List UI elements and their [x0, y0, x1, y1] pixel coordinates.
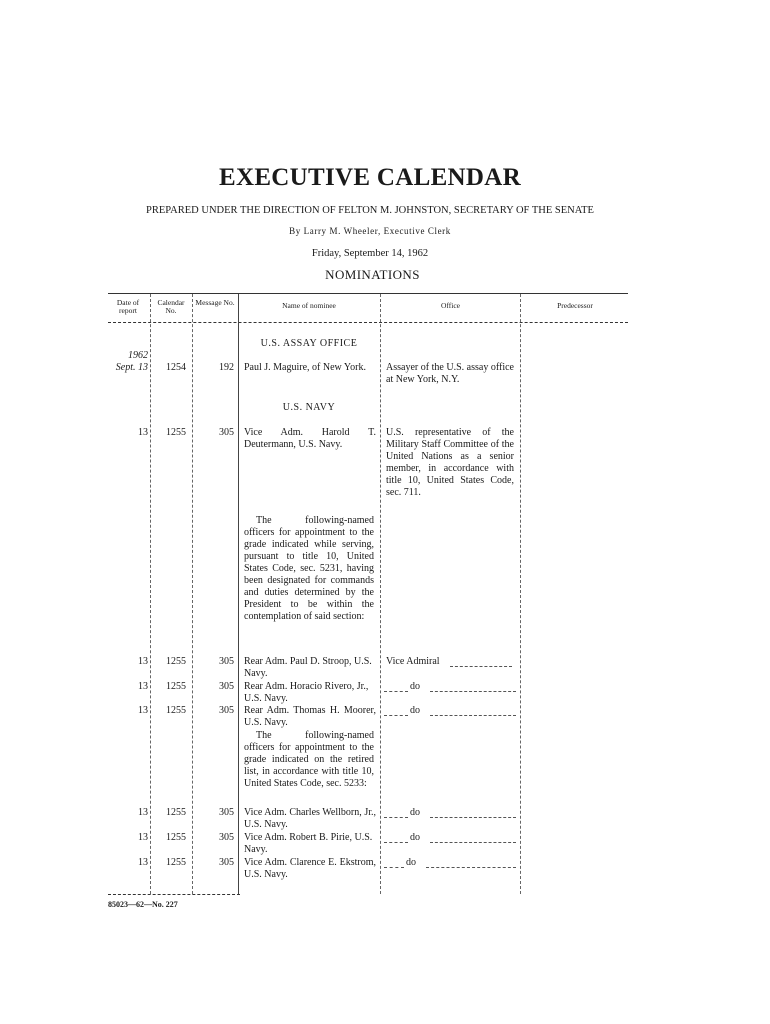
- date-cell: 13: [138, 427, 148, 438]
- office-cell: Assayer of the U.S. assay office at New York, N.Y.: [386, 362, 514, 385]
- nominee-cell: Vice Adm. Clarence E. Ekstrom, U.S. Navy.: [244, 857, 376, 880]
- message-cell: 305: [219, 705, 234, 716]
- message-cell: 305: [219, 832, 234, 843]
- leader-dots: [384, 817, 408, 818]
- column-header-date: Date of report: [116, 298, 140, 315]
- column-header-name: Name of nominee: [282, 301, 336, 310]
- date-cell: 13: [138, 656, 148, 667]
- date-cell: 1962 Sept. 13: [115, 350, 148, 373]
- office-cell: do: [410, 807, 420, 818]
- date-cell: 13: [138, 681, 148, 692]
- prepared-by-line: PREPARED UNDER THE DIRECTION OF FELTON M. JOHNSTON, SECRETARY OF THE SENATE: [146, 205, 594, 216]
- nominee-cell: Rear Adm. Thomas H. Moorer, U.S. Navy.: [244, 705, 376, 728]
- message-cell: 192: [219, 362, 234, 373]
- message-cell: 305: [219, 656, 234, 667]
- column-rule: [150, 294, 151, 894]
- nominee-cell: Vice Adm. Robert B. Pirie, U.S. Navy.: [244, 832, 373, 855]
- calendar-title: EXECUTIVE CALENDAR: [219, 164, 521, 191]
- column-rule: [380, 294, 381, 894]
- table-top-rule: [108, 293, 628, 294]
- table-header-rule: [108, 322, 628, 323]
- calendar-cell: 1255: [166, 832, 186, 843]
- office-cell: do: [406, 857, 416, 868]
- section-navy: U.S. NAVY: [282, 402, 336, 413]
- office-cell: U.S. representative of the Military Staff Committee of the United Nations as a senior member, in accordance with title 10, United States Code, sec. 711.: [386, 427, 514, 498]
- leader-dots: [450, 666, 512, 667]
- office-cell: do: [410, 681, 420, 692]
- leader-dots: [430, 715, 516, 716]
- date-cell: 13: [138, 857, 148, 868]
- calendar-cell: 1255: [166, 656, 186, 667]
- calendar-cell: 1255: [166, 705, 186, 716]
- column-header-message: Message No.: [195, 298, 235, 307]
- appointment-note: The following-named officers for appointment to the grade indicated while serving, pursuant to title 10, United States Code, sec. 5231, having been designated for commands and duties determined by the President to be within the contemplation of said section:: [244, 515, 374, 622]
- retired-list-note: The following-named officers for appointment to the grade indicated on the retired list, in accordance with title 10, United States Code, sec. 5233:: [244, 730, 374, 789]
- leader-dots: [426, 867, 516, 868]
- clerk-line: By Larry M. Wheeler, Executive Clerk: [289, 226, 451, 236]
- leader-dots: [384, 842, 408, 843]
- leader-dots: [384, 715, 408, 716]
- leader-dots: [430, 817, 516, 818]
- message-cell: 305: [219, 427, 234, 438]
- column-header-office: Office: [440, 301, 461, 310]
- nominee-cell: Vice Adm. Charles Wellborn, Jr., U.S. Navy.: [244, 807, 376, 830]
- nominee-cell: Paul J. Maguire, of New York.: [244, 362, 366, 373]
- date-cell: 13: [138, 832, 148, 843]
- message-cell: 305: [219, 807, 234, 818]
- calendar-cell: 1255: [166, 807, 186, 818]
- leader-dots: [430, 691, 516, 692]
- print-code-footer: 85023—62—No. 227: [108, 900, 178, 909]
- leader-dots: [384, 691, 408, 692]
- date-cell: 13: [138, 807, 148, 818]
- calendar-cell: 1254: [166, 362, 186, 373]
- nominee-cell: Rear Adm. Paul D. Stroop, U.S. Navy.: [244, 656, 372, 679]
- calendar-cell: 1255: [166, 427, 186, 438]
- section-heading: NOMINATIONS: [325, 267, 420, 282]
- column-rule: [520, 294, 521, 894]
- office-cell: do: [410, 705, 420, 716]
- column-rule: [192, 294, 193, 894]
- calendar-date: Friday, September 14, 1962: [311, 248, 429, 259]
- date-cell: 13: [138, 705, 148, 716]
- calendar-cell: 1255: [166, 857, 186, 868]
- table-bottom-rule: [108, 894, 240, 895]
- office-cell: do: [410, 832, 420, 843]
- column-rule: [238, 294, 239, 894]
- message-cell: 305: [219, 681, 234, 692]
- column-header-predecessor: Predecessor: [557, 301, 593, 310]
- message-cell: 305: [219, 857, 234, 868]
- section-assay-office: U.S. ASSAY OFFICE: [260, 338, 358, 349]
- nominee-cell: Rear Adm. Horacio Rivero, Jr., U.S. Navy.: [244, 681, 369, 704]
- nominee-cell: Vice Adm. Harold T. Deutermann, U.S. Navy.: [244, 427, 376, 450]
- leader-dots: [430, 842, 516, 843]
- column-header-calendar: Calendar No.: [157, 298, 185, 315]
- office-cell: Vice Admiral: [386, 656, 440, 667]
- calendar-cell: 1255: [166, 681, 186, 692]
- leader-dots: [384, 867, 404, 868]
